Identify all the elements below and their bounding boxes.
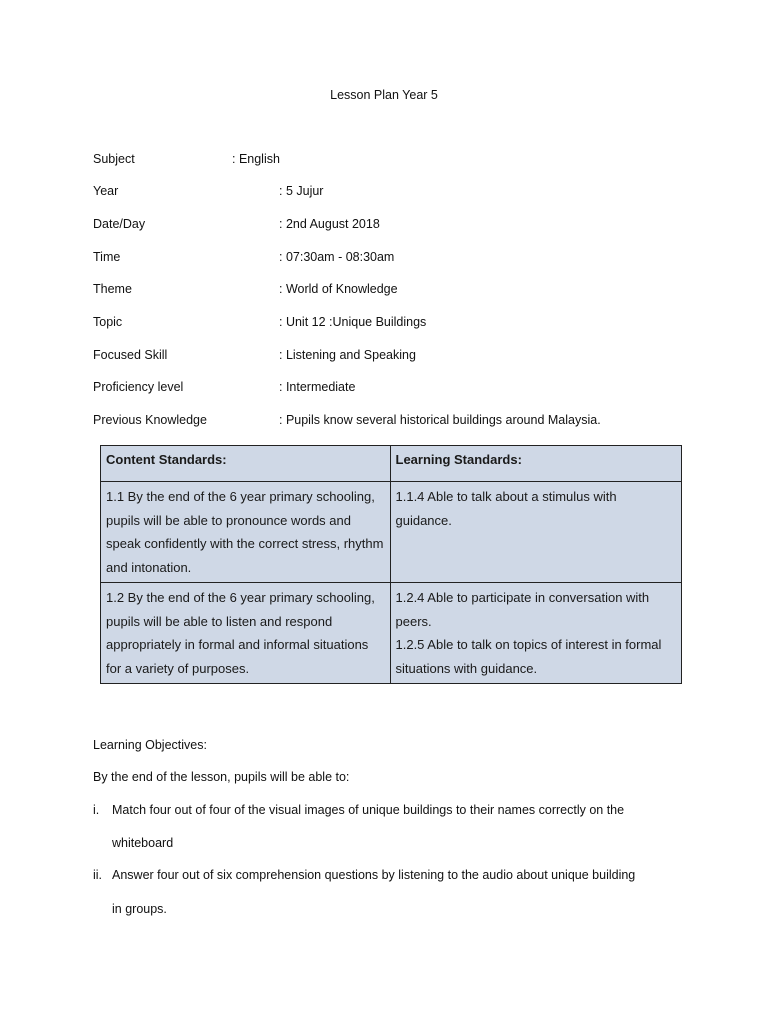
objectives-intro: By the end of the lesson, pupils will be able to:	[93, 770, 350, 784]
info-label: Subject	[93, 152, 135, 166]
info-label: Year	[93, 184, 119, 198]
info-value: : Unit 12 :Unique Buildings	[279, 315, 427, 329]
learning-standard-cell	[390, 583, 682, 684]
info-value: : Intermediate	[279, 380, 356, 394]
info-label: Topic	[93, 315, 123, 329]
info-label: Proficiency level	[93, 380, 184, 394]
info-value: : English	[232, 152, 280, 166]
objective-text: Match four out of four of the visual images of unique buildings to their names correctly on the	[112, 803, 625, 817]
info-value: : 07:30am - 08:30am	[279, 250, 395, 264]
info-label: Time	[93, 250, 121, 264]
objective-text: in groups.	[112, 902, 167, 916]
learning-standards-header: Learning Standards:	[390, 446, 682, 482]
objective-number: ii.	[93, 868, 103, 882]
objective-number: i.	[93, 803, 100, 817]
document-title: Lesson Plan Year 5	[330, 88, 438, 102]
learning-standard-cell	[390, 482, 682, 583]
content-standard-cell: 1.2 By the end of the 6 year primary schooling, pupils will be able to listen and respond appropriately in formal and informal situations for a variety of purposes.	[101, 583, 391, 684]
info-value: : World of Knowledge	[279, 282, 398, 296]
info-label: Previous Knowledge	[93, 413, 207, 427]
content-standards-header: Content Standards:	[101, 446, 391, 482]
content-standard-cell: 1.1 By the end of the 6 year primary schooling, pupils will be able to pronounce words and speak confidently with the correct stress, rhythm and intonation.	[101, 482, 391, 583]
learning-standard-item: 1.1.4 Able to talk about a stimulus with guidance.	[395, 489, 617, 528]
table-row	[101, 583, 682, 684]
info-value: : 2nd August 2018	[279, 217, 380, 231]
info-value: : 5 Jujur	[279, 184, 324, 198]
learning-standard-item: 1.2.5 Able to talk on topics of interest in formal situations with guidance.	[395, 637, 662, 676]
table-row	[101, 482, 682, 583]
info-label: Focused Skill	[93, 348, 168, 362]
info-value: : Listening and Speaking	[279, 348, 416, 362]
standards-table	[100, 445, 682, 684]
info-value: : Pupils know several historical buildings around Malaysia.	[279, 413, 601, 427]
objective-text: Answer four out of six comprehension questions by listening to the audio about unique building	[112, 868, 636, 882]
table-header-row	[101, 446, 682, 482]
objectives-heading: Learning Objectives:	[93, 738, 207, 752]
info-label: Theme	[93, 282, 132, 296]
learning-standard-item: 1.2.4 Able to participate in conversation with peers.	[395, 590, 650, 629]
objective-text: whiteboard	[112, 836, 174, 850]
info-label: Date/Day	[93, 217, 146, 231]
